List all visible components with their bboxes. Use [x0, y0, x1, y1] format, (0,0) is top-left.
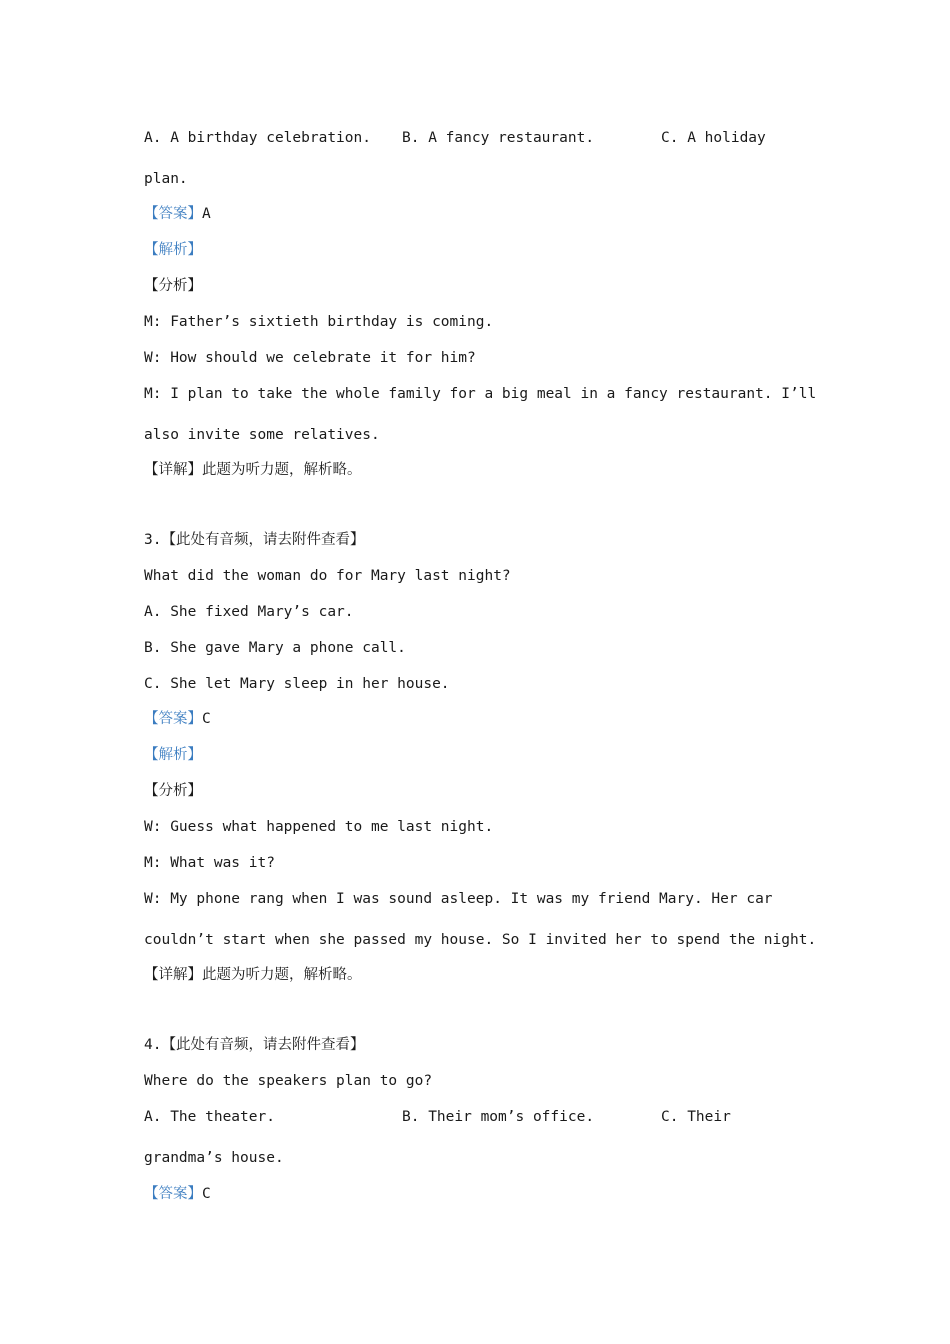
q3-detail: 【详解】此题为听力题，解析略。 — [144, 967, 362, 983]
q3-option-b: B. She gave Mary a phone call. — [144, 640, 406, 656]
q2-transcript-line: also invite some relatives. — [144, 427, 380, 443]
q3-transcript-line: couldn’t start when she passed my house. So I invited her to spend the night. — [144, 932, 817, 948]
q3-option-a: A. She fixed Mary’s car. — [144, 604, 354, 620]
answer-label: 【答案】 — [144, 206, 202, 222]
q3-transcript-line: W: Guess what happened to me last night. — [144, 819, 494, 835]
q2-option-a: A. A birthday celebration. — [144, 130, 371, 146]
q3-heading: 3.【此处有音频，请去附件查看】 — [144, 532, 365, 548]
answer-value: C — [202, 711, 211, 727]
q4-option-c: C. Their — [661, 1109, 731, 1125]
q2-transcript-line: M: Father’s sixtieth birthday is coming. — [144, 314, 494, 330]
answer-value: C — [202, 1186, 211, 1202]
q3-transcript-line: M: What was it? — [144, 855, 275, 871]
q2-fenxi-label: 【分析】 — [144, 278, 202, 294]
answer-label: 【答案】 — [144, 1186, 202, 1202]
answer-value: A — [202, 206, 211, 222]
q3-question: What did the woman do for Mary last night? — [144, 568, 511, 584]
q2-option-wrap: plan. — [144, 171, 188, 187]
q2-transcript-line: M: I plan to take the whole family for a big meal in a fancy restaurant. I’ll — [144, 386, 817, 402]
q4-option-b: B. Their mom’s office. — [402, 1109, 595, 1125]
q4-question: Where do the speakers plan to go? — [144, 1073, 433, 1089]
q3-option-c: C. She let Mary sleep in her house. — [144, 676, 450, 692]
q2-detail: 【详解】此题为听力题，解析略。 — [144, 462, 362, 478]
q2-option-c: C. A holiday — [661, 130, 766, 146]
q4-option-wrap: grandma’s house. — [144, 1150, 284, 1166]
q3-analysis-label: 【解析】 — [144, 747, 202, 763]
q2-transcript-line: W: How should we celebrate it for him? — [144, 350, 476, 366]
answer-label: 【答案】 — [144, 711, 202, 727]
q2-analysis-label: 【解析】 — [144, 242, 202, 258]
q3-fenxi-label: 【分析】 — [144, 783, 202, 799]
q2-option-b: B. A fancy restaurant. — [402, 130, 595, 146]
q3-transcript-line: W: My phone rang when I was sound asleep. It was my friend Mary. Her car — [144, 891, 773, 907]
q4-answer — [144, 1184, 211, 1204]
q4-heading: 4.【此处有音频，请去附件查看】 — [144, 1037, 365, 1053]
q4-option-a: A. The theater. — [144, 1109, 275, 1125]
q3-answer — [144, 709, 211, 729]
q2-answer — [144, 204, 211, 224]
